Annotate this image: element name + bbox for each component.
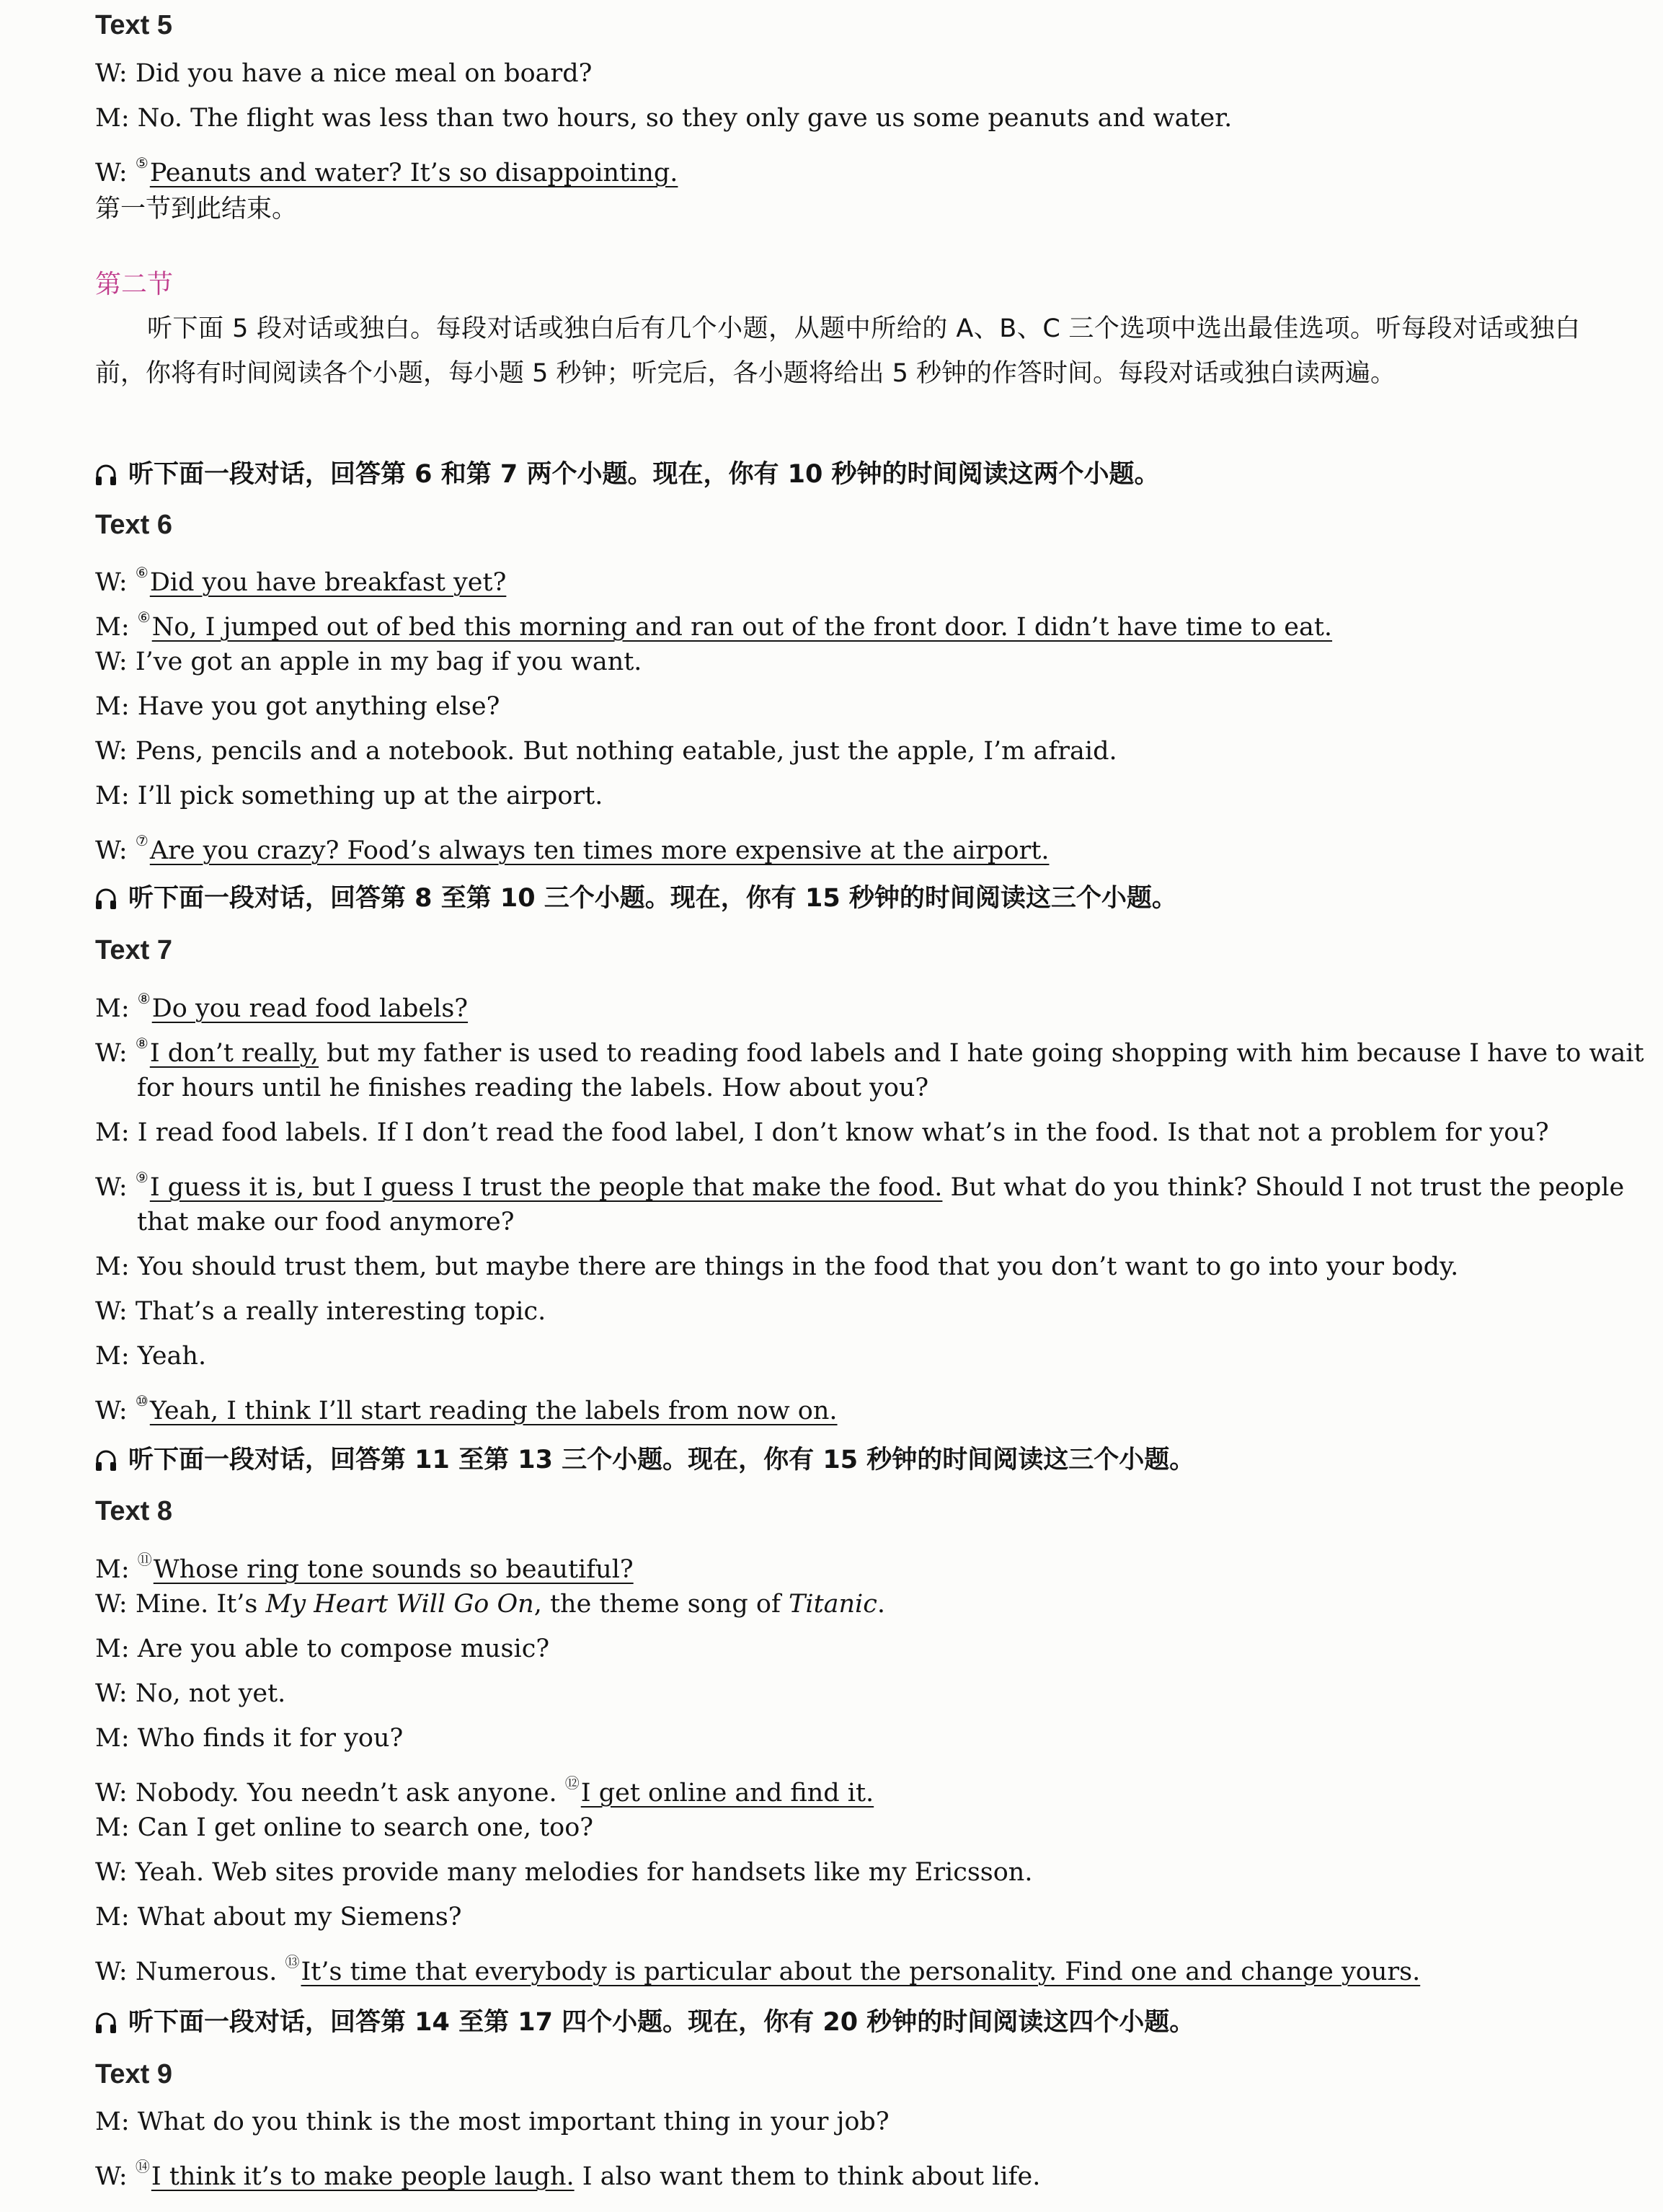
dialog-line: W: Nobody. You needn’t ask anyone. ⑫I get online and find it. — [95, 1774, 874, 1808]
question-number: ⑥ — [135, 564, 148, 581]
headphones-icon — [95, 2012, 117, 2035]
dialog-line: W: ⑦Are you crazy? Food’s always ten times more expensive at the airport. — [95, 832, 1050, 865]
answer-underline: It’s time that everybody is particular about the personality. Find one and change yours. — [301, 1957, 1421, 1986]
question-instruction: 听下面一段对话，回答第 8 至第 10 三个小题。现在，你有 15 秒钟的时间阅读这三个小题。 — [95, 878, 1177, 914]
dialog-line: W: Did you have a nice meal on board? — [95, 59, 593, 88]
dialog-line: W: ⑨I guess it is, but I guess I trust the people that make the food. But what do you think? Should I not trust the people — [95, 1169, 1625, 1202]
text6-heading: Text 6 — [95, 510, 173, 540]
dialog-line: M: What do you think is the most important thing in your job? — [95, 2107, 890, 2136]
question-number: ⑦ — [135, 832, 148, 849]
dialog-line: M: No. The flight was less than two hours, so they only gave us some peanuts and water. — [95, 104, 1233, 133]
question-instruction: 听下面一段对话，回答第 6 和第 7 两个小题。现在，你有 10 秒钟的时间阅读这两个小题。 — [95, 454, 1160, 490]
text7-heading: Text 7 — [95, 935, 173, 965]
dialog-line: M: What about my Siemens? — [95, 1903, 462, 1932]
answer-underline: I think it’s to make people laugh. — [151, 2162, 575, 2191]
dialog-line: W: Mine. It’s My Heart Will Go On, the theme song of Titanic. — [95, 1590, 885, 1619]
answer-underline: Did you have breakfast yet? — [149, 568, 507, 597]
question-number: ⑥ — [137, 609, 151, 626]
section-end-note: 第一节到此结束。 — [95, 195, 298, 224]
dialog-line: M: Yeah. — [95, 1342, 207, 1371]
dialog-line: M: You should trust them, but maybe there are things in the food that you don’t want to go into your body. — [95, 1252, 1459, 1281]
question-number: ⑪ — [137, 1551, 152, 1568]
question-instruction: 听下面一段对话，回答第 14 至第 17 四个小题。现在，你有 20 秒钟的时间阅读这四个小题。 — [95, 2002, 1194, 2038]
question-number: ⑤ — [135, 154, 148, 172]
answer-underline: Are you crazy? Food’s always ten times more expensive at the airport. — [149, 836, 1050, 865]
dialog-line: M: Who finds it for you? — [95, 1724, 404, 1753]
question-number: ⑧ — [135, 1035, 148, 1052]
question-number: ⑭ — [135, 2158, 150, 2175]
film-title: Titanic — [789, 1590, 877, 1619]
dialog-line: M: I read food labels. If I don’t read the food label, I don’t know what’s in the food. Is that not a problem for you? — [95, 1118, 1549, 1147]
dialog-line: M: Have you got anything else? — [95, 692, 500, 721]
dialog-line: W: ⑥Did you have breakfast yet? — [95, 564, 507, 597]
question-number: ⑧ — [137, 990, 151, 1007]
answer-underline: Yeah, I think I’ll start reading the labels from now on. — [149, 1397, 838, 1425]
section-instruction: 听下面 5 段对话或独白。每段对话或独白后有几个小题，从题中所给的 A、B、C 三个选项中选出最佳选项。听每段对话或独白前，你将有时间阅读各个小题，每小题 5 秒钟；听完后，各小题将给出 5 秒钟的作答时间。每段对话或独白读两遍。 — [95, 314, 1580, 388]
question-number: ⑨ — [135, 1169, 148, 1186]
dialog-line: M: I’ll pick something up at the airport. — [95, 782, 603, 810]
answer-underline: Do you read food labels? — [151, 994, 469, 1023]
dialog-line-continued: that make our food anymore? — [137, 1208, 515, 1236]
headphones-icon — [95, 888, 117, 911]
dialog-line: W: Pens, pencils and a notebook. But nothing eatable, just the apple, I’m afraid. — [95, 737, 1117, 766]
dialog-line: W: ⑭I think it’s to make people laugh. I also want them to think about life. — [95, 2158, 1041, 2191]
headphones-icon — [95, 464, 117, 487]
question-number: ⑩ — [135, 1392, 148, 1410]
dialog-line: W: ⑧I don’t really, but my father is used to reading food labels and I hate going shopping with him because I have to wait — [95, 1035, 1644, 1068]
dialog-line: M: ⑪Whose ring tone sounds so beautiful? — [95, 1551, 634, 1584]
answer-underline: No, I jumped out of bed this morning and ran out of the front door. I didn’t have time to eat. — [151, 613, 1333, 642]
question-instruction: 听下面一段对话，回答第 11 至第 13 三个小题。现在，你有 15 秒钟的时间阅读这三个小题。 — [95, 1440, 1194, 1476]
dialog-line-continued: for hours until he finishes reading the labels. How about you? — [137, 1074, 929, 1102]
answer-underline: I get online and find it. — [580, 1779, 874, 1808]
answer-underline: Peanuts and water? It’s so disappointing. — [149, 159, 678, 187]
dialog-line: W: No, not yet. — [95, 1679, 286, 1708]
dialog-line: W: That’s a really interesting topic. — [95, 1297, 546, 1326]
text9-heading: Text 9 — [95, 2059, 173, 2089]
dialog-line: W: ⑩Yeah, I think I’ll start reading the labels from now on. — [95, 1392, 838, 1425]
headphones-icon — [95, 1449, 117, 1472]
dialog-line: M: Can I get online to search one, too? — [95, 1813, 594, 1842]
section-title: 第二节 — [95, 270, 174, 299]
dialog-line: M: ⑧Do you read food labels? — [95, 990, 469, 1023]
question-number: ⑫ — [564, 1774, 580, 1792]
answer-underline: I guess it is, but I guess I trust the people that make the food. — [149, 1173, 943, 1202]
text8-heading: Text 8 — [95, 1496, 173, 1526]
song-title: My Heart Will Go On — [265, 1590, 534, 1619]
question-number: ⑬ — [285, 1953, 300, 1970]
dialog-line: W: Yeah. Web sites provide many melodies for handsets like my Ericsson. — [95, 1858, 1033, 1887]
dialog-line: W: Numerous. ⑬It’s time that everybody is particular about the personality. Find one and change yours. — [95, 1953, 1421, 1986]
dialog-line: W: ⑤Peanuts and water? It’s so disappointing. — [95, 154, 678, 187]
text5-heading: Text 5 — [95, 10, 173, 40]
answer-underline: I don’t really, — [149, 1039, 319, 1068]
answer-underline: Whose ring tone sounds so beautiful? — [153, 1555, 634, 1584]
dialog-line: W: I’ve got an apple in my bag if you want. — [95, 647, 642, 676]
dialog-line: M: Are you able to compose music? — [95, 1634, 550, 1663]
dialog-line: M: ⑥No, I jumped out of bed this morning and ran out of the front door. I didn’t have time to eat. — [95, 609, 1333, 642]
